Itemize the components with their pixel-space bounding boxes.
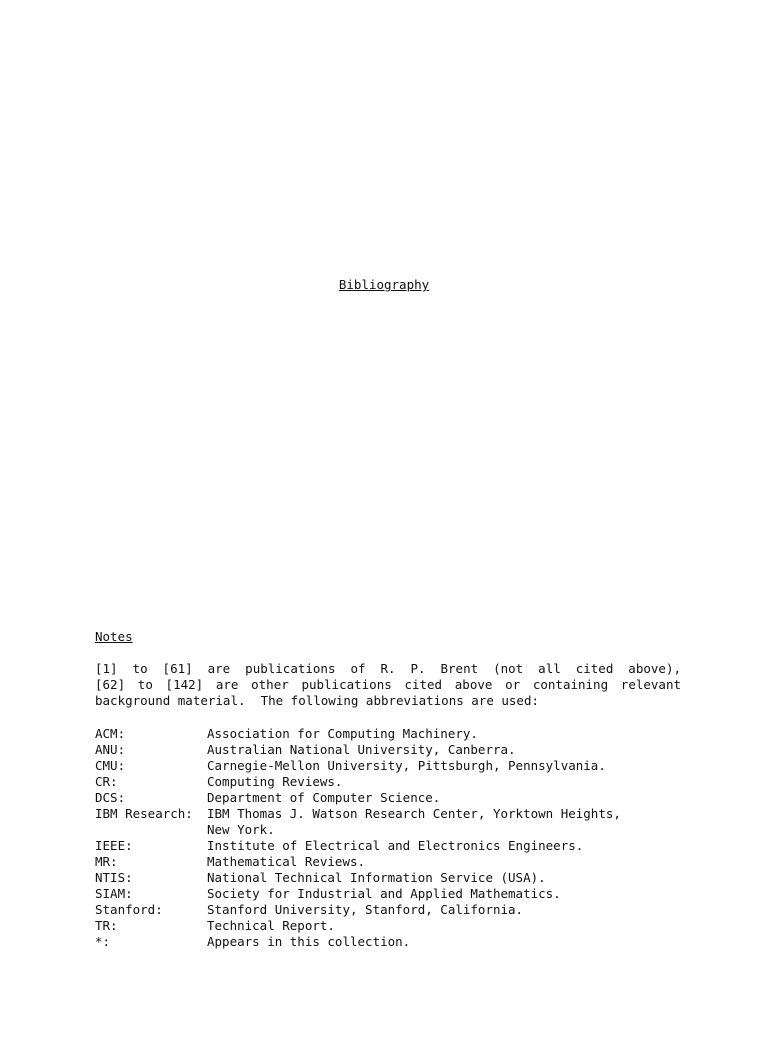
abbreviation-key: SIAM:: [95, 886, 133, 901]
abbreviation-row: [95, 870, 695, 886]
abbreviation-key: ANU:: [95, 742, 126, 757]
abbreviation-definition: Appears in this collection.: [207, 934, 411, 949]
abbreviation-definition: Institute of Electrical and Electronics Engineers.: [207, 838, 584, 853]
abbreviation-definition: Mathematical Reviews.: [207, 854, 366, 869]
abbreviation-key: TR:: [95, 918, 118, 933]
abbreviation-key: IBM Research:: [95, 806, 193, 821]
intro-line: [1] to [61] are publications of R. P. Brent (not all cited above),: [95, 661, 681, 676]
page-title: Bibliography: [338, 277, 430, 292]
abbreviation-key: CR:: [95, 774, 118, 789]
abbreviation-definition: Association for Computing Machinery.: [207, 726, 478, 741]
abbreviation-definition: Stanford University, Stanford, California.: [207, 902, 524, 917]
abbreviation-key: IEEE:: [95, 838, 133, 853]
abbreviation-row: [95, 790, 695, 806]
abbreviation-row: [95, 758, 695, 774]
abbreviation-definition: Department of Computer Science.: [207, 790, 441, 805]
abbreviation-row: [95, 854, 695, 870]
abbreviation-definition: Society for Industrial and Applied Mathematics.: [207, 886, 561, 901]
intro-line: [62] to [142] are other publications cited above or containing relevant: [95, 677, 681, 692]
abbreviation-definition: IBM Thomas J. Watson Research Center, Yorktown Heights, New York.: [207, 806, 621, 837]
abbreviation-row: [95, 886, 695, 902]
abbreviation-row: [95, 742, 695, 758]
abbreviation-key: CMU:: [95, 758, 126, 773]
abbreviation-key: NTIS:: [95, 870, 133, 885]
abbreviation-key: DCS:: [95, 790, 126, 805]
abbreviation-row: [95, 838, 695, 854]
abbreviation-row: [95, 902, 695, 918]
abbreviation-list: [95, 726, 695, 950]
abbreviation-row: [95, 806, 695, 838]
abbreviation-definition: Computing Reviews.: [207, 774, 343, 789]
abbreviation-row: [95, 934, 695, 950]
abbreviation-row: [95, 918, 695, 934]
abbreviation-key: *:: [95, 934, 111, 949]
notes-intro-paragraph: [95, 661, 681, 709]
abbreviation-definition: Technical Report.: [207, 918, 335, 933]
abbreviation-definition: Australian National University, Canberra.: [207, 742, 516, 757]
abbreviation-row: [95, 774, 695, 790]
intro-line: background material. The following abbreviations are used:: [95, 693, 540, 708]
abbreviation-key: Stanford:: [95, 902, 163, 917]
abbreviation-definition: National Technical Information Service (USA).: [207, 870, 546, 885]
abbreviation-key: MR:: [95, 854, 118, 869]
abbreviation-definition: Carnegie-Mellon University, Pittsburgh, Pennsylvania.: [207, 758, 606, 773]
abbreviation-key: ACM:: [95, 726, 126, 741]
abbreviation-row: [95, 726, 695, 742]
notes-heading: Notes: [95, 629, 133, 644]
